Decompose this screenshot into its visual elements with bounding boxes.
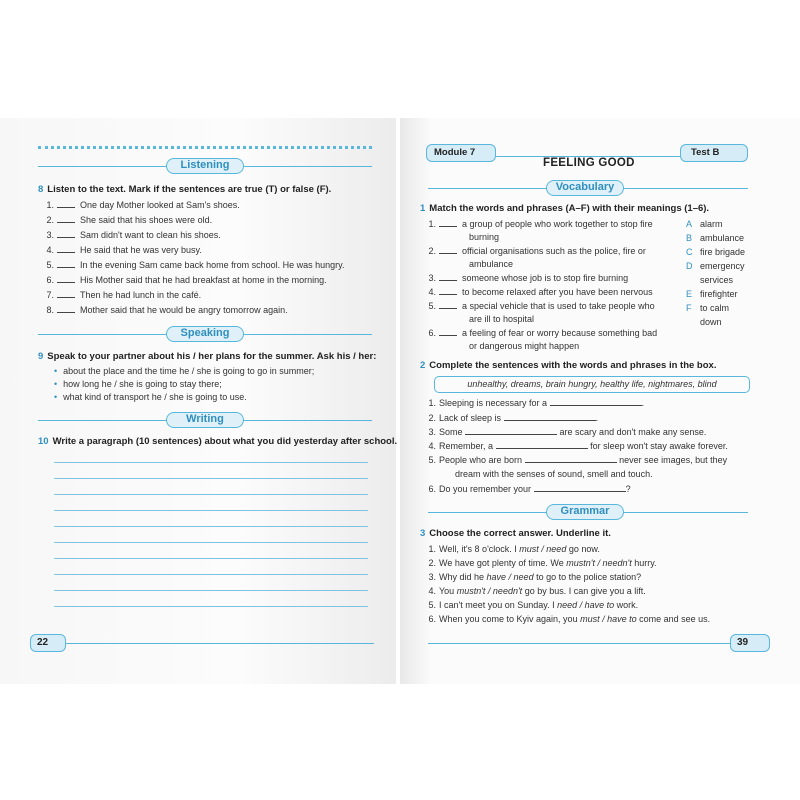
list-item bbox=[38, 260, 344, 270]
option-text: ambulance bbox=[700, 233, 745, 243]
instruction-text: Speak to your partner about his / her plans for the summer. Ask his / her: bbox=[47, 351, 377, 362]
item-text: She said that his shoes were old. bbox=[80, 215, 213, 225]
answer-choice[interactable]: need / have to bbox=[557, 600, 615, 610]
option-text: firefighter bbox=[700, 289, 738, 299]
item-text: One day Mother looked at Sam's shoes. bbox=[80, 200, 240, 210]
instruction-text: Match the words and phrases (A–F) with their meanings (1–6). bbox=[429, 203, 710, 214]
item-text: how long he / she is going to stay there; bbox=[63, 379, 222, 389]
item-text: come and see us. bbox=[636, 614, 711, 624]
answer-blank[interactable] bbox=[439, 301, 457, 309]
writing-line[interactable] bbox=[54, 590, 368, 591]
bullet-icon: • bbox=[54, 392, 58, 402]
item-number: 4. bbox=[428, 287, 436, 297]
item-text: work. bbox=[614, 600, 639, 610]
listening-header: Listening bbox=[166, 158, 244, 174]
option-text: emergency bbox=[700, 261, 745, 271]
item-text: When you come to Kyiv again, you bbox=[439, 614, 581, 624]
answer-blank[interactable] bbox=[57, 290, 75, 298]
list-item bbox=[420, 558, 657, 568]
writing-header: Writing bbox=[166, 412, 244, 428]
task-2-instruction bbox=[420, 360, 716, 371]
item-text: Lack of sleep is bbox=[439, 413, 502, 423]
answer-blank[interactable] bbox=[465, 427, 557, 435]
item-text-continued: burning bbox=[469, 232, 500, 242]
list-item bbox=[420, 413, 598, 423]
option-letter: D bbox=[686, 261, 693, 271]
answer-blank[interactable] bbox=[439, 287, 457, 295]
list-item bbox=[420, 455, 727, 465]
option-b bbox=[686, 233, 744, 243]
answer-choice[interactable]: must / need bbox=[519, 544, 567, 554]
list-item bbox=[420, 484, 631, 494]
item-text-continued: are ill to hospital bbox=[469, 314, 535, 324]
list-item bbox=[420, 328, 657, 338]
list-item bbox=[38, 275, 327, 285]
item-number: 4. bbox=[46, 245, 54, 255]
item-text: People who are born bbox=[439, 455, 523, 465]
list-item bbox=[420, 219, 653, 229]
answer-blank[interactable] bbox=[504, 413, 596, 421]
item-text: a special vehicle that is used to take people who bbox=[462, 301, 655, 311]
item-text: a group of people who work together to stop fire bbox=[462, 219, 653, 229]
item-text: go now. bbox=[566, 544, 600, 554]
instruction-text: Write a paragraph (10 sentences) about what you did yesterday after school. bbox=[52, 436, 398, 447]
item-text: never see images, but they bbox=[619, 455, 728, 465]
task-number: 8 bbox=[38, 184, 44, 195]
page-number: 39 bbox=[730, 634, 770, 652]
item-number: 2. bbox=[428, 558, 436, 568]
task-3-instruction bbox=[420, 528, 611, 539]
item-text: for sleep won't stay awake forever. bbox=[590, 441, 728, 451]
task-8-instruction bbox=[38, 184, 331, 195]
item-text: . bbox=[595, 413, 599, 423]
item-number: 1. bbox=[46, 200, 54, 210]
list-item bbox=[38, 215, 212, 225]
answer-choice[interactable]: mustn't / needn't bbox=[456, 586, 523, 596]
task-9-instruction bbox=[38, 351, 376, 362]
writing-line[interactable] bbox=[54, 574, 368, 575]
item-text: what kind of transport he / she is going to use. bbox=[63, 392, 247, 402]
option-letter: E bbox=[686, 289, 693, 299]
option-letter: C bbox=[686, 247, 693, 257]
vocabulary-header: Vocabulary bbox=[546, 180, 624, 196]
list-item bbox=[420, 427, 706, 437]
bullet-icon: • bbox=[54, 366, 58, 376]
answer-blank[interactable] bbox=[550, 398, 642, 406]
page-title: FEELING GOOD bbox=[543, 157, 635, 169]
item-number: 4. bbox=[428, 586, 436, 596]
item-text: You bbox=[439, 586, 457, 596]
writing-line[interactable] bbox=[54, 478, 368, 479]
footer-rule bbox=[60, 643, 374, 644]
item-text: about the place and the time he / she is going to go in summer; bbox=[63, 366, 315, 376]
answer-blank[interactable] bbox=[57, 245, 75, 253]
item-number: 3. bbox=[428, 427, 436, 437]
item-number: 3. bbox=[428, 572, 436, 582]
bullet-icon: • bbox=[54, 379, 58, 389]
option-text: services bbox=[700, 275, 734, 285]
task-number: 1 bbox=[420, 203, 426, 214]
item-text: to go to the police station? bbox=[533, 572, 642, 582]
option-letter: B bbox=[686, 233, 693, 243]
answer-blank[interactable] bbox=[525, 455, 617, 463]
list-item bbox=[54, 366, 314, 376]
answer-blank[interactable] bbox=[534, 484, 626, 492]
item-text: are scary and don't make any sense. bbox=[559, 427, 707, 437]
task-number: 2 bbox=[420, 360, 426, 371]
option-letter: A bbox=[686, 219, 693, 229]
instruction-text: Complete the sentences with the words and phrases in the box. bbox=[429, 360, 717, 371]
item-text-continued: or dangerous might happen bbox=[469, 341, 580, 351]
task-number: 9 bbox=[38, 351, 44, 362]
instruction-text: Choose the correct answer. Underline it. bbox=[429, 528, 611, 539]
footer-rule bbox=[428, 643, 734, 644]
item-number: 3. bbox=[46, 230, 54, 240]
task-10-instruction bbox=[38, 436, 397, 447]
writing-line[interactable] bbox=[54, 526, 368, 527]
writing-line[interactable] bbox=[54, 606, 368, 607]
item-text: Mother said that he would be angry tomorrow again. bbox=[80, 305, 288, 315]
answer-blank[interactable] bbox=[57, 230, 75, 238]
list-item bbox=[38, 245, 202, 255]
item-text: Well, it's 8 o'clock. I bbox=[439, 544, 520, 554]
list-item bbox=[420, 287, 653, 297]
list-item bbox=[420, 572, 641, 582]
answer-blank[interactable] bbox=[439, 273, 457, 281]
item-number: 6. bbox=[428, 484, 436, 494]
option-text: to calm bbox=[700, 303, 730, 313]
item-number: 2. bbox=[46, 215, 54, 225]
list-item bbox=[420, 614, 710, 624]
item-number: 6. bbox=[428, 614, 436, 624]
list-item bbox=[420, 441, 728, 451]
option-letter: F bbox=[686, 303, 692, 313]
list-item bbox=[38, 230, 221, 240]
word-box: unhealthy, dreams, brain hungry, healthy life, nightmares, blind bbox=[434, 376, 750, 393]
writing-line[interactable] bbox=[54, 510, 368, 511]
list-item bbox=[38, 200, 240, 210]
writing-line[interactable] bbox=[54, 494, 368, 495]
test-label: Test B bbox=[680, 144, 748, 162]
item-text: He said that he was very busy. bbox=[80, 245, 202, 255]
item-number: 5. bbox=[46, 260, 54, 270]
module-label: Module 7 bbox=[426, 144, 496, 162]
item-text: His Mother said that he had breakfast at home in the morning. bbox=[80, 275, 327, 285]
item-text: We have got plenty of time. We bbox=[439, 558, 567, 568]
grammar-header: Grammar bbox=[546, 504, 624, 520]
speaking-header: Speaking bbox=[166, 326, 244, 342]
answer-blank[interactable] bbox=[57, 275, 75, 283]
answer-choice[interactable]: mustn't / needn't bbox=[566, 558, 632, 568]
option-text: fire brigade bbox=[700, 247, 746, 257]
option-f bbox=[686, 303, 729, 313]
item-number: 2. bbox=[428, 246, 436, 256]
item-number: 2. bbox=[428, 413, 436, 423]
answer-choice[interactable]: have / need bbox=[486, 572, 534, 582]
option-d-continued bbox=[686, 275, 733, 285]
list-item bbox=[420, 301, 655, 311]
list-item bbox=[420, 246, 646, 256]
list-item bbox=[54, 392, 247, 402]
writing-line[interactable] bbox=[54, 558, 368, 559]
option-text: alarm bbox=[700, 219, 723, 229]
list-item bbox=[420, 398, 644, 408]
dotted-divider bbox=[38, 146, 372, 149]
instruction-text: Listen to the text. Mark if the sentences are true (T) or false (F). bbox=[47, 184, 332, 195]
item-text-continued: dream with the senses of sound, smell and touch. bbox=[455, 469, 653, 479]
item-text: Sleeping is necessary for a bbox=[439, 398, 548, 408]
answer-blank[interactable] bbox=[57, 200, 75, 208]
task-number: 10 bbox=[38, 436, 49, 447]
list-item bbox=[420, 586, 646, 596]
item-number: 1. bbox=[428, 398, 436, 408]
answer-blank[interactable] bbox=[439, 219, 457, 227]
item-number: 5. bbox=[428, 301, 436, 311]
item-number: 4. bbox=[428, 441, 436, 451]
item-text: Remember, a bbox=[439, 441, 494, 451]
item-text-continued: ambulance bbox=[469, 259, 514, 269]
answer-blank[interactable] bbox=[439, 328, 457, 336]
option-text: down bbox=[700, 317, 722, 327]
page-number: 22 bbox=[30, 634, 66, 652]
answer-blank[interactable] bbox=[57, 305, 75, 313]
item-text: to become relaxed after you have been nervous bbox=[462, 287, 653, 297]
item-text: In the evening Sam came back home from school. He was hungry. bbox=[80, 260, 345, 270]
item-text: Sam didn't want to clean his shoes. bbox=[80, 230, 221, 240]
item-text: official organisations such as the police, fire or bbox=[462, 246, 646, 256]
list-item bbox=[420, 600, 638, 610]
answer-blank[interactable] bbox=[57, 215, 75, 223]
list-item bbox=[420, 273, 628, 283]
option-c bbox=[686, 247, 745, 257]
item-number: 8. bbox=[46, 305, 54, 315]
item-number: 1. bbox=[428, 219, 436, 229]
list-item bbox=[54, 379, 222, 389]
item-text: Then he had lunch in the café. bbox=[80, 290, 202, 300]
item-number: 6. bbox=[46, 275, 54, 285]
writing-line[interactable] bbox=[54, 542, 368, 543]
task-1-instruction bbox=[420, 203, 709, 214]
list-item bbox=[420, 544, 600, 554]
item-text: someone whose job is to stop fire burning bbox=[462, 273, 629, 283]
list-item bbox=[38, 305, 288, 315]
option-e bbox=[686, 289, 738, 299]
option-a bbox=[686, 219, 723, 229]
item-text: Why did he bbox=[439, 572, 487, 582]
item-text: Do you remember your bbox=[439, 484, 532, 494]
item-number: 6. bbox=[428, 328, 436, 338]
item-text: a feeling of fear or worry because something bad bbox=[462, 328, 658, 338]
item-text: Some bbox=[439, 427, 463, 437]
item-number: 5. bbox=[428, 455, 436, 465]
answer-blank[interactable] bbox=[57, 260, 75, 268]
option-d bbox=[686, 261, 745, 271]
item-text: I can't meet you on Sunday. I bbox=[439, 600, 558, 610]
answer-blank[interactable] bbox=[439, 246, 457, 254]
option-f-continued bbox=[686, 317, 722, 327]
task-number: 3 bbox=[420, 528, 426, 539]
item-number: 3. bbox=[428, 273, 436, 283]
list-item bbox=[38, 290, 201, 300]
item-text: go by bus. I can give you a lift. bbox=[522, 586, 646, 596]
answer-blank[interactable] bbox=[496, 441, 588, 449]
answer-choice[interactable]: must / have to bbox=[580, 614, 637, 624]
item-number: 1. bbox=[428, 544, 436, 554]
item-text: . bbox=[641, 398, 645, 408]
item-text: hurry. bbox=[631, 558, 657, 568]
item-number: 7. bbox=[46, 290, 54, 300]
item-number: 5. bbox=[428, 600, 436, 610]
writing-line[interactable] bbox=[54, 462, 368, 463]
item-text: ? bbox=[625, 484, 631, 494]
